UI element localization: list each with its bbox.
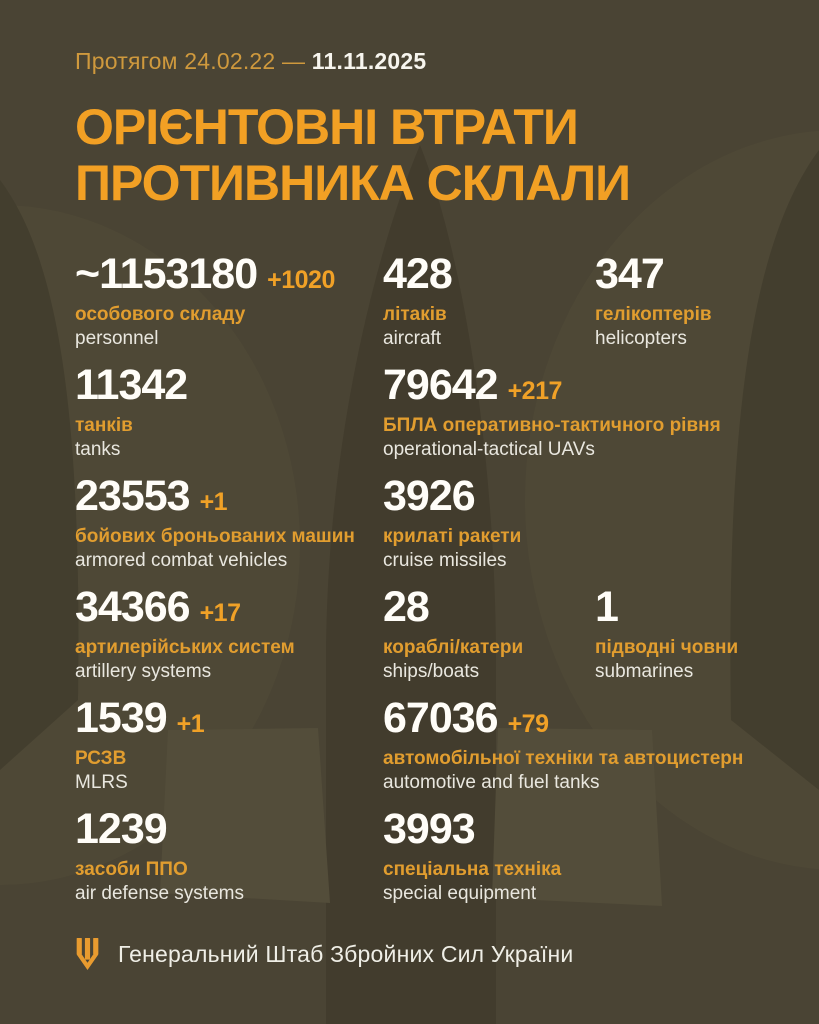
stat-value: 428 [383, 250, 452, 298]
stat-label-uk: підводні човни [595, 637, 739, 658]
stat-label-en: MLRS [75, 771, 128, 793]
stat-label-en: submarines [595, 660, 694, 682]
stat-label-en: artillery systems [75, 660, 212, 682]
stat-delta: +217 [507, 377, 562, 405]
stat-delta: +1 [199, 488, 228, 516]
stat-value: 347 [595, 250, 664, 298]
stat-value: ~1153180 [75, 250, 258, 298]
stat-cruise-missiles [383, 472, 779, 586]
stat-air-defense [75, 805, 383, 919]
stat-mlrs [75, 694, 383, 808]
stat-label-en: aircraft [383, 327, 442, 349]
stat-label-uk: крилаті ракети [383, 526, 522, 547]
stat-delta: +1 [176, 710, 205, 738]
stat-delta: +79 [507, 710, 549, 738]
stat-value: 11342 [75, 361, 188, 409]
trident-icon [75, 938, 100, 971]
stat-label-en: armored combat vehicles [75, 549, 288, 571]
stat-value: 67036 [383, 694, 498, 742]
stat-label-uk: спеціальна техніка [383, 859, 562, 880]
stat-label-uk: гелікоптерів [595, 304, 712, 325]
stat-delta: +17 [199, 599, 241, 627]
stat-label-en: helicopters [595, 327, 687, 349]
stat-value: 1239 [75, 805, 167, 853]
stat-submarines [595, 583, 779, 697]
stat-label-uk: РСЗВ [75, 748, 127, 769]
title-line-1: ОРІЄНТОВНІ ВТРАТИ [75, 99, 578, 155]
stat-value: 28 [383, 583, 429, 631]
stat-label-en: operational-tactical UAVs [383, 438, 595, 460]
stat-label-en: personnel [75, 327, 159, 349]
stat-armored-combat-vehicles [75, 472, 383, 586]
stat-label-uk: особового складу [75, 304, 246, 325]
stat-label-uk: автомобільної техніки та автоцистерн [383, 748, 744, 769]
stat-label-en: air defense systems [75, 882, 244, 904]
stat-label-en: cruise missiles [383, 549, 507, 571]
organization-name: Генеральний Штаб Збройних Сил України [118, 941, 574, 967]
stat-label-uk: танків [75, 415, 133, 436]
stat-label-uk: бойових броньованих машин [75, 526, 355, 547]
losses-grid [75, 250, 779, 919]
stat-aircraft [383, 250, 595, 364]
stat-value: 34366 [75, 583, 190, 631]
stat-label-en: automotive and fuel tanks [383, 771, 600, 793]
period-label: Протягом 24.02.22 — [75, 48, 306, 74]
stat-value: 1539 [75, 694, 167, 742]
stat-label-en: tanks [75, 438, 121, 460]
stat-value: 79642 [383, 361, 498, 409]
stat-ships-boats [383, 583, 595, 697]
stat-label-uk: засоби ППО [75, 859, 188, 880]
page-title [75, 99, 779, 211]
stat-tanks [75, 361, 383, 475]
stat-uavs [383, 361, 779, 475]
stat-label-en: special equipment [383, 882, 537, 904]
stat-value: 23553 [75, 472, 190, 520]
title-line-2: ПРОТИВНИКА СКЛАЛИ [75, 155, 631, 211]
stat-personnel [75, 250, 383, 364]
stat-label-uk: артилерійських систем [75, 637, 295, 658]
stat-special-equipment [383, 805, 779, 919]
stat-label-en: ships/boats [383, 660, 480, 682]
stat-label-uk: кораблі/катери [383, 637, 524, 658]
stat-label-uk: БПЛА оперативно-тактичного рівня [383, 415, 721, 436]
stat-value: 3993 [383, 805, 475, 853]
stat-value: 3926 [383, 472, 475, 520]
stat-value: 1 [595, 583, 618, 631]
stat-helicopters [595, 250, 779, 364]
footer [75, 938, 573, 971]
reporting-period [75, 48, 779, 75]
stat-automotive-fuel-tanks [383, 694, 779, 808]
stat-artillery-systems [75, 583, 383, 697]
report-date: 11.11.2025 [311, 48, 427, 74]
stat-delta: +1020 [267, 266, 335, 294]
stat-label-uk: літаків [383, 304, 447, 325]
